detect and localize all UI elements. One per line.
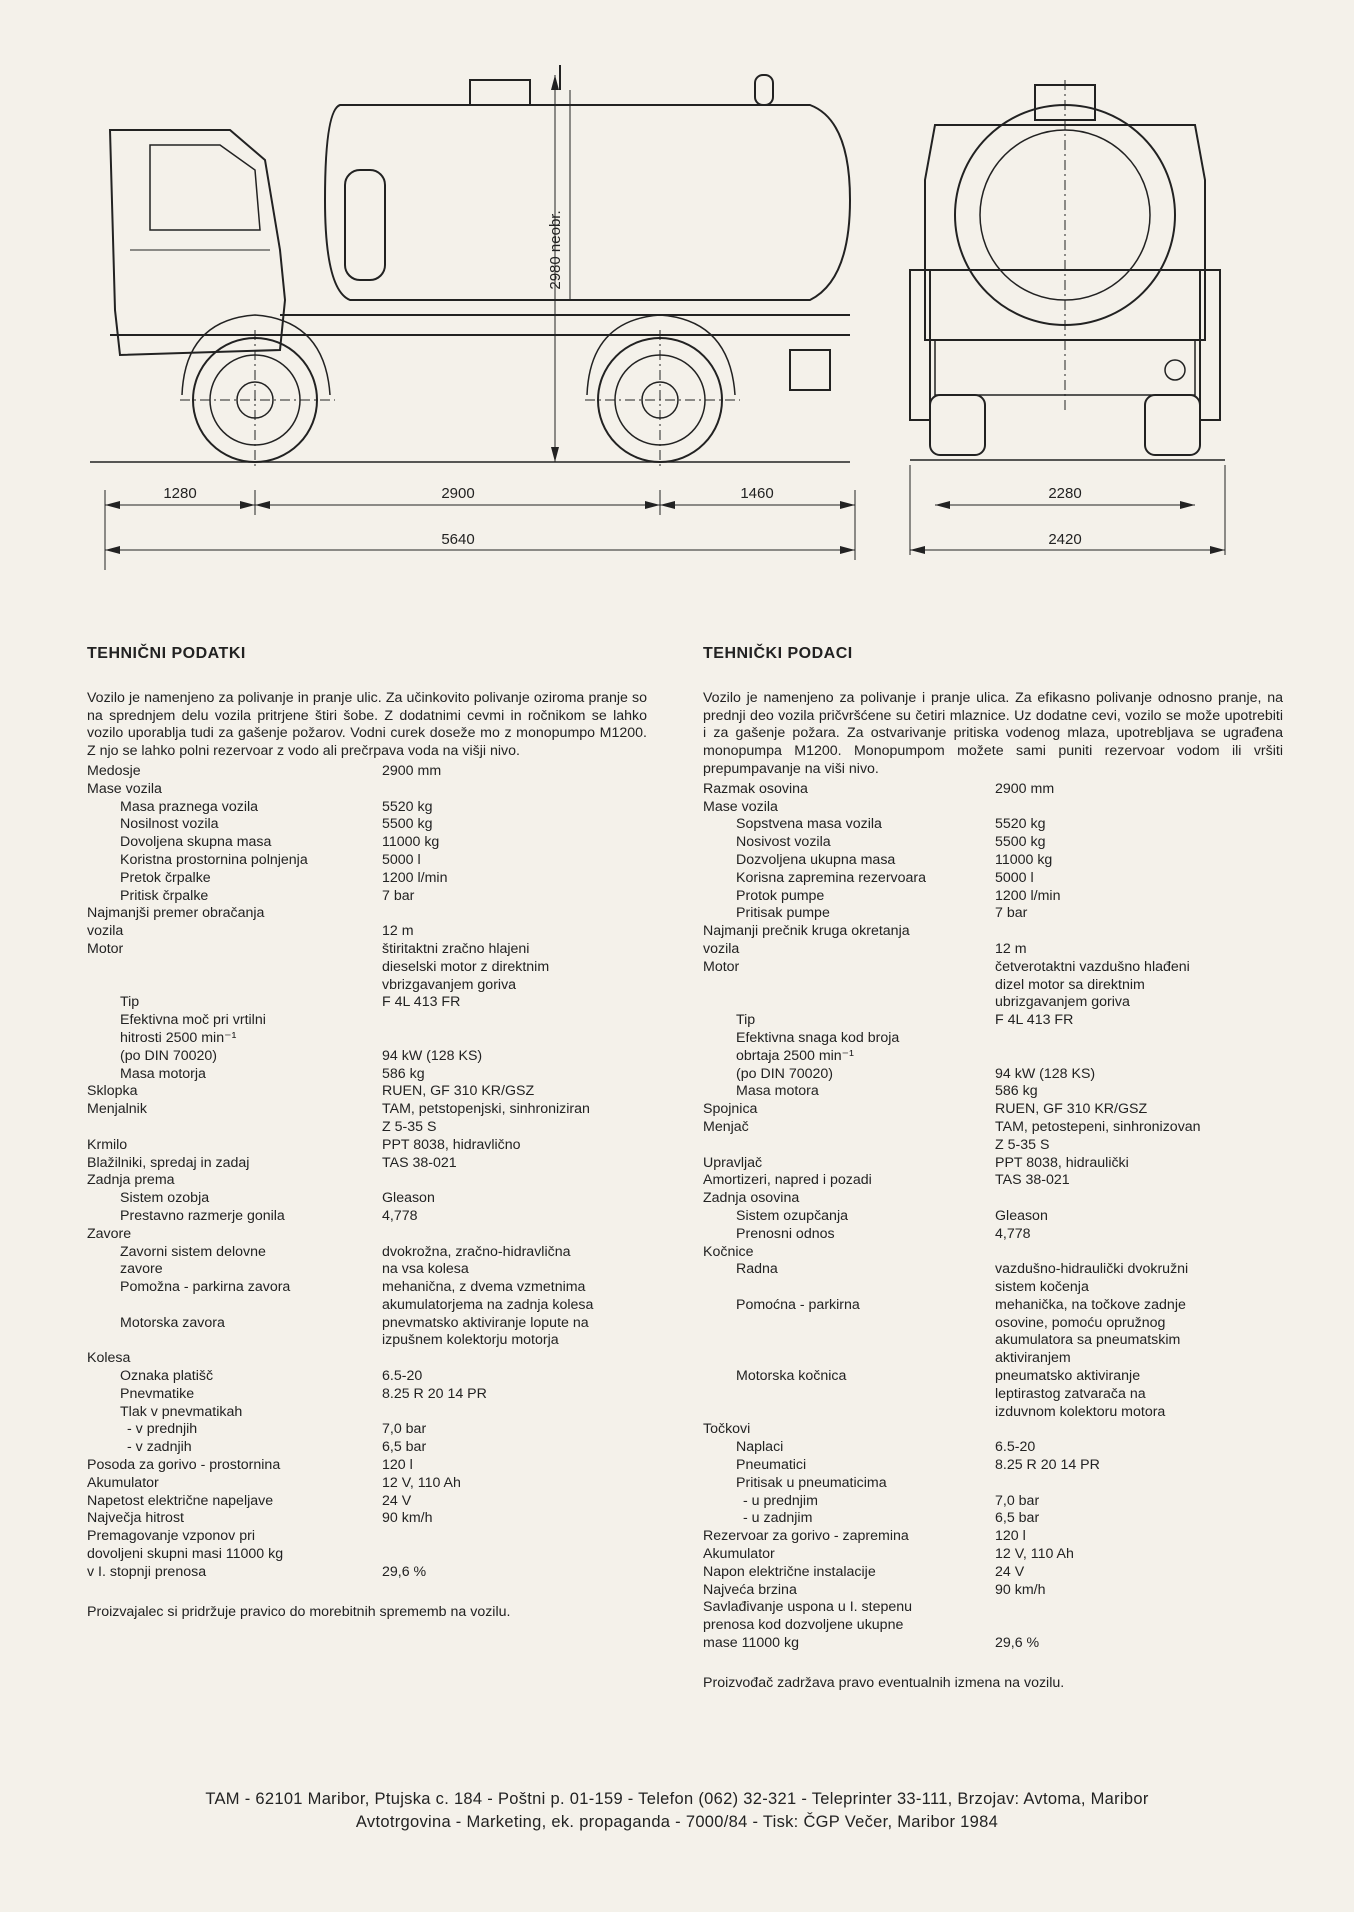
spec-label: Motorska kočnica — [736, 1368, 847, 1385]
spec-value: 94 kW (128 KS) — [382, 1047, 483, 1064]
spec-label: Pritisak u pneumaticima — [736, 1474, 887, 1491]
spec-label: Menjač — [703, 1118, 749, 1135]
spec-label: Mase vozila — [87, 780, 162, 797]
spec-value: 5520 kg — [995, 816, 1046, 833]
spec-value: Gleason — [995, 1207, 1048, 1224]
spec-label: vozila — [87, 923, 124, 940]
spec-row — [703, 1155, 1283, 1173]
spec-label: Sistem ozupčanja — [736, 1207, 848, 1224]
spec-row — [87, 834, 647, 852]
spec-row — [87, 1012, 647, 1065]
spec-row — [87, 763, 647, 781]
spec-value — [382, 1172, 647, 1190]
spec-value: 6.5-20 — [995, 1439, 1036, 1456]
spec-row — [703, 834, 1283, 852]
spec-row — [87, 1279, 647, 1315]
spec-label: Akumulator — [87, 1474, 159, 1491]
spec-label: Sklopka — [87, 1083, 138, 1100]
spec-label: Pnevmatike — [120, 1385, 195, 1402]
spec-value: 11000 kg — [995, 851, 1053, 868]
spec-row — [703, 923, 1283, 941]
spec-label: Najmanji prečnik kruga okretanja — [703, 923, 910, 940]
spec-row — [87, 941, 647, 994]
spec-value — [382, 781, 647, 799]
spec-label: Prenosni odnos — [736, 1225, 835, 1242]
spec-value — [995, 1244, 1283, 1262]
spec-label: Naplaci — [736, 1439, 784, 1456]
dim-front-overhang: 1280 — [163, 485, 197, 502]
spec-row — [703, 1226, 1283, 1244]
spec-value: RUEN, GF 310 KR/GSZ — [382, 1083, 535, 1100]
footer — [0, 1788, 1354, 1834]
spec-value: 120 l — [995, 1528, 1026, 1545]
spec-label: Masa motorja — [120, 1065, 206, 1082]
spec-label: Najveća brzina — [703, 1581, 797, 1598]
note-slovene: Proizvajalec si pridržuje pravico do morebitnih sprememb na vozilu. — [87, 1603, 511, 1620]
spec-label: Amortizeri, napred i pozadi — [703, 1172, 872, 1189]
spec-value: 5000 l — [382, 851, 421, 868]
spec-value: TAM, petstopenjski, sinhroniziran Z 5-35 S — [382, 1101, 590, 1135]
spec-value: vazdušno-hidraulički dvokružni sistem kočenja — [995, 1261, 1189, 1296]
spec-label: Napetost električne napeljave — [87, 1492, 274, 1509]
spec-label: Motor — [703, 958, 740, 975]
spec-label: Pritisak pumpe — [736, 905, 830, 922]
spec-value — [995, 1421, 1283, 1439]
spec-row — [87, 870, 647, 888]
spec-value: 5520 kg — [382, 798, 433, 815]
spec-value: Gleason — [382, 1190, 435, 1207]
spec-label: Oznaka platišč — [120, 1368, 214, 1385]
spec-row — [87, 994, 647, 1012]
spec-label: Efektivna snaga kod broja obrtaja 2500 min⁻¹ (po DIN 70020) — [736, 1029, 900, 1082]
spec-label: Blažilniki, spredaj in zadaj — [87, 1154, 250, 1171]
spec-row — [87, 1208, 647, 1226]
spec-value: pnevmatsko aktiviranje lopute na izpušnem kolektorju motorja — [382, 1314, 589, 1349]
spec-value: 12 V, 110 Ah — [382, 1474, 461, 1491]
spec-label: Tlak v pnevmatikah — [120, 1403, 243, 1420]
spec-row — [87, 1475, 647, 1493]
spec-row — [87, 1066, 647, 1084]
spec-label: Efektivna moč pri vrtilni hitrosti 2500 min⁻¹ (po DIN 70020) — [120, 1012, 266, 1064]
spec-label: - u zadnjim — [743, 1510, 813, 1527]
spec-label: - v prednjih — [127, 1421, 198, 1438]
footer-line-2: Avtotrgovina - Marketing, ek. propaganda - 7000/84 - Tisk: ČGP Večer, Maribor 1984 — [355, 1813, 999, 1831]
spec-value: 24 V — [382, 1492, 412, 1509]
spec-label: Motor — [87, 940, 124, 957]
spec-value: mehanička, na točkove zadnje osovine, pomoću opružnog akumulatora sa pneumatskim aktiviranjem — [995, 1296, 1186, 1367]
spec-row — [703, 816, 1283, 834]
spec-value — [995, 799, 1283, 817]
spec-label: Največja hitrost — [87, 1510, 184, 1527]
spec-value: 24 V — [995, 1563, 1025, 1580]
spec-label: Dozvoljena ukupna masa — [736, 851, 896, 868]
spec-label: Nosivost vozila — [736, 834, 831, 851]
footer-line-1: TAM - 62101 Maribor, Ptujska c. 184 - Poštni p. 01-159 - Telefon (062) 32-321 - Teleprinter 33-111, Brzojav: Avtoma, Maribor — [205, 1790, 1149, 1808]
spec-value: 7 bar — [382, 887, 415, 904]
spec-row — [703, 1297, 1283, 1368]
spec-value: PPT 8038, hidraulički — [995, 1154, 1129, 1171]
spec-row — [703, 1030, 1283, 1083]
spec-value: četverotaktni vazdušno hlađeni dizel motor sa direktnim ubrizgavanjem goriva — [995, 958, 1190, 1011]
spec-value: 6,5 bar — [995, 1510, 1040, 1527]
spec-label: Posoda za gorivo - prostornina — [87, 1457, 281, 1474]
spec-row — [703, 1208, 1283, 1226]
spec-row — [87, 1439, 647, 1457]
spec-value: 586 kg — [382, 1065, 425, 1082]
spec-value: mehanična, z dvema vzmetnima akumulatorjema na zadnja kolesa — [382, 1279, 594, 1313]
spec-value: TAS 38-021 — [382, 1154, 457, 1171]
dim-width: 2420 — [1048, 531, 1082, 548]
note-serbian: Proizvođač zadržava pravo eventualnih izmena na vozilu. — [703, 1674, 1065, 1691]
spec-value: TAM, petostepeni, sinhronizovan Z 5-35 S — [995, 1118, 1201, 1153]
spec-row — [703, 1493, 1283, 1511]
spec-row — [703, 1528, 1283, 1546]
spec-value: F 4L 413 FR — [382, 994, 461, 1011]
spec-value — [382, 1350, 647, 1368]
spec-label: Masa praznega vozila — [120, 798, 259, 815]
spec-value: F 4L 413 FR — [995, 1012, 1074, 1029]
spec-value: 7,0 bar — [382, 1421, 427, 1438]
spec-value: 1200 l/min — [382, 869, 448, 886]
spec-row — [703, 959, 1283, 1012]
spec-value: štiritaktni zračno hlajeni dieselski motor z direktnim vbrizgavanjem goriva — [382, 940, 550, 993]
spec-row — [87, 1172, 647, 1190]
spec-label: Zadnja prema — [87, 1172, 175, 1189]
spec-row — [87, 1368, 647, 1386]
spec-label: Protok pumpe — [736, 887, 825, 904]
spec-row — [87, 1226, 647, 1244]
spec-row — [87, 888, 647, 906]
spec-row — [703, 852, 1283, 870]
spec-label: Razmak osovina — [703, 780, 808, 797]
spec-value: 29,6 % — [382, 1563, 427, 1580]
spec-label: Motorska zavora — [120, 1314, 225, 1331]
spec-label: Premagovanje vzponov pri dovoljeni skupni masi 11000 kg v I. stopnji prenosa — [87, 1528, 284, 1580]
spec-value: PPT 8038, hidravlično — [382, 1136, 521, 1153]
spec-label: Zadnja osovina — [703, 1190, 800, 1207]
spec-row — [703, 1564, 1283, 1582]
spec-row — [87, 852, 647, 870]
spec-label: Mase vozila — [703, 798, 778, 815]
spec-row — [87, 816, 647, 834]
spec-value — [995, 1475, 1283, 1493]
spec-label: Koristna prostornina polnjenja — [120, 851, 308, 868]
spec-row — [87, 923, 647, 941]
spec-value: RUEN, GF 310 KR/GSZ — [995, 1101, 1148, 1118]
spec-value — [995, 923, 1283, 941]
intro-serbian: Vozilo je namenjeno za polivanje i pranje ulica. Za efikasno polivanje odnosno pranje, na prednji deo vozila pričvršćene su četiri mlaznice. Uz dodatne cevi, vozilo se može upotrebiti i za gašenje požara. Za ostvarivanje pritiska vodenog mlaza, upotrebljava se ugrađena monopumpa M1200. Monopumpom možete sami puniti rezervoar vodom ili vršiti prepumpavanje na viši nivo. — [703, 689, 1283, 777]
spec-value — [995, 1190, 1283, 1208]
spec-label: Najmanjši premer obračanja — [87, 905, 265, 922]
spec-row — [87, 905, 647, 923]
spec-label: Savlađivanje uspona u I. stepenu prenosa kod dozvoljene ukupne mase 11000 kg — [703, 1599, 913, 1652]
spec-label: Zavorni sistem delovne zavore — [120, 1243, 266, 1278]
spec-row — [703, 1083, 1283, 1101]
spec-row — [87, 1457, 647, 1475]
spec-label: Menjalnik — [87, 1101, 147, 1118]
spec-row — [87, 1244, 647, 1280]
spec-row — [87, 799, 647, 817]
spec-value — [382, 1226, 647, 1244]
spec-value: 5500 kg — [382, 816, 433, 833]
column-serbian — [703, 645, 1283, 1693]
spec-value: 94 kW (128 KS) — [995, 1065, 1096, 1082]
spec-value: 120 l — [382, 1457, 413, 1474]
spec-value: 29,6 % — [995, 1635, 1040, 1652]
spec-value: 2900 mm — [995, 780, 1055, 797]
spec-value: TAS 38-021 — [995, 1172, 1070, 1189]
spec-row — [87, 1493, 647, 1511]
spec-value: 5500 kg — [995, 834, 1046, 851]
spec-label: Pomožna - parkirna zavora — [120, 1279, 291, 1296]
spec-value: 4,778 — [995, 1225, 1031, 1242]
spec-row — [703, 888, 1283, 906]
spec-value — [382, 905, 647, 923]
spec-row — [87, 1350, 647, 1368]
spec-row — [87, 1083, 647, 1101]
spec-row — [703, 1101, 1283, 1119]
spec-row — [703, 941, 1283, 959]
spec-label: - u prednjim — [743, 1492, 818, 1509]
spec-row — [703, 1546, 1283, 1564]
truck-drawing — [90, 50, 1270, 570]
spec-label: Korisna zapremina rezervoara — [736, 869, 927, 886]
spec-label: Sopstvena masa vozila — [736, 816, 882, 833]
spec-value: 12 m — [382, 923, 414, 940]
spec-label: Zavore — [87, 1225, 132, 1242]
spec-value: 7,0 bar — [995, 1492, 1040, 1509]
dim-rear-overhang: 1460 — [740, 485, 774, 502]
spec-row — [87, 1155, 647, 1173]
spec-label: Upravljač — [703, 1154, 763, 1171]
spec-row — [87, 1315, 647, 1351]
spec-value: 90 km/h — [382, 1510, 433, 1527]
spec-row — [87, 1528, 647, 1581]
spec-row — [703, 1599, 1283, 1652]
spec-row — [703, 870, 1283, 888]
spec-label: Pritisk črpalke — [120, 887, 209, 904]
spec-row — [87, 1101, 647, 1137]
spec-row — [703, 1190, 1283, 1208]
spec-row — [703, 781, 1283, 799]
spec-value: 11000 kg — [382, 834, 440, 851]
spec-label: Napon električne instalacije — [703, 1563, 876, 1580]
spec-label: Rezervoar za gorivo - zapremina — [703, 1528, 909, 1545]
spec-label: Pomoćna - parkirna — [736, 1296, 860, 1313]
spec-row — [703, 1457, 1283, 1475]
spec-label: Spojnica — [703, 1101, 758, 1118]
spec-row — [87, 1386, 647, 1404]
spec-row — [703, 799, 1283, 817]
spec-label: Nosilnost vozila — [120, 816, 219, 833]
spec-value: 1200 l/min — [995, 887, 1061, 904]
spec-value: 7 bar — [995, 905, 1028, 922]
spec-label: Kolesa — [87, 1350, 131, 1367]
spec-row — [703, 905, 1283, 923]
spec-value: 2900 mm — [382, 762, 442, 779]
spec-row — [87, 781, 647, 799]
spec-row — [703, 1582, 1283, 1600]
spec-label: Dovoljena skupna masa — [120, 834, 272, 851]
spec-value: 8.25 R 20 14 PR — [995, 1457, 1100, 1474]
dim-wheelbase: 2900 — [441, 485, 475, 502]
spec-value: 12 V, 110 Ah — [995, 1546, 1074, 1563]
spec-label: Kočnice — [703, 1243, 754, 1260]
spec-value: 12 m — [995, 940, 1027, 957]
spec-row — [703, 1510, 1283, 1528]
spec-value: 5000 l — [995, 869, 1034, 886]
intro-slovene: Vozilo je namenjeno za polivanje in pranje ulic. Za učinkovito polivanje oziroma pranje so na sprednjem delu vozila pritrjene štiri šobe. Z dodatnimi cevmi in ročnikom se lahko vozilo uporablja tudi za gašenje požarov. Vodni curek doseže mo z monopumpo M1200. Z njo se lahko polni rezervoar z vodo ali prečrpava voda na višji nivo. — [87, 689, 647, 760]
spec-value: 90 km/h — [995, 1581, 1046, 1598]
spec-row — [703, 1439, 1283, 1457]
spec-label: Točkovi — [703, 1421, 751, 1438]
spec-row — [703, 1012, 1283, 1030]
spec-label: vozila — [703, 940, 740, 957]
spec-label: Masa motora — [736, 1083, 819, 1100]
column-slovene — [87, 645, 647, 1621]
spec-label: Krmilo — [87, 1136, 128, 1153]
heading-serbian: TEHNIČKI PODACI — [703, 645, 853, 662]
spec-label: Radna — [736, 1261, 778, 1278]
spec-row — [87, 1421, 647, 1439]
spec-value: 6,5 bar — [382, 1439, 427, 1456]
spec-value: dvokrožna, zračno-hidravlična na vsa kolesa — [382, 1243, 571, 1278]
spec-row — [703, 1172, 1283, 1190]
spec-value: 4,778 — [382, 1207, 418, 1224]
spec-row — [703, 1261, 1283, 1297]
spec-row — [87, 1190, 647, 1208]
spec-label: - v zadnjih — [127, 1439, 192, 1456]
spec-row — [703, 1119, 1283, 1155]
spec-row — [703, 1475, 1283, 1493]
spec-row — [87, 1510, 647, 1528]
spec-row — [87, 1404, 647, 1422]
spec-label: Sistem ozobja — [120, 1190, 210, 1207]
dim-track: 2280 — [1048, 485, 1082, 502]
spec-label: Prestavno razmerje gonila — [120, 1207, 285, 1224]
spec-row — [703, 1368, 1283, 1421]
spec-value — [382, 1404, 647, 1422]
spec-label: Medosje — [87, 762, 141, 779]
spec-value: 8.25 R 20 14 PR — [382, 1385, 487, 1402]
dim-total-length: 5640 — [441, 531, 475, 548]
spec-row — [703, 1244, 1283, 1262]
spec-label: Akumulator — [703, 1546, 775, 1563]
spec-label: Tip — [736, 1012, 756, 1029]
spec-label: Pretok črpalke — [120, 869, 211, 886]
spec-table-slovene — [87, 763, 647, 1582]
spec-table-serbian — [703, 781, 1283, 1653]
spec-row — [703, 1421, 1283, 1439]
height-label: 2980 neobr. — [547, 210, 564, 290]
spec-value: pneumatsko aktiviranje leptirastog zatvarača na izduvnom kolektoru motora — [995, 1368, 1166, 1420]
spec-label: Pneumatici — [736, 1457, 807, 1474]
spec-label: Tip — [120, 994, 140, 1011]
spec-value: 6.5-20 — [382, 1368, 423, 1385]
heading-slovene: TEHNIČNI PODATKI — [87, 645, 246, 662]
spec-value: 586 kg — [995, 1083, 1038, 1100]
spec-row — [87, 1137, 647, 1155]
